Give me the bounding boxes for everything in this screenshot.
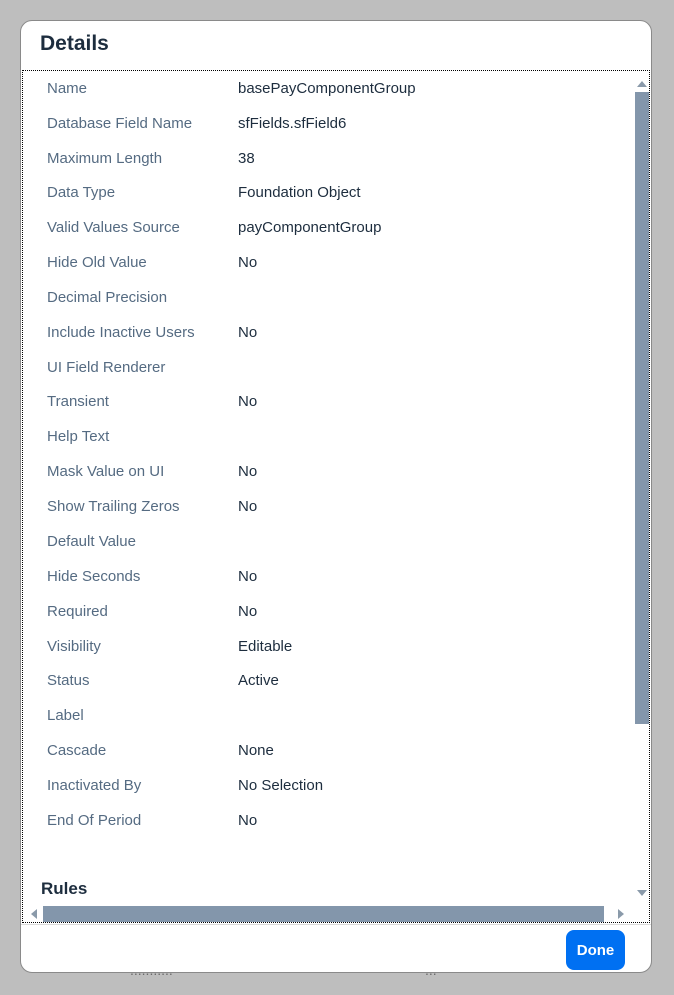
field-label: UI Field Renderer <box>47 359 166 376</box>
field-value: payComponentGroup <box>238 219 382 236</box>
field-value: No <box>238 498 258 515</box>
field-value: basePayComponentGroup <box>238 80 416 97</box>
dialog-header <box>21 21 651 71</box>
field-label: Include Inactive Users <box>47 324 195 341</box>
field-label: Show Trailing Zeros <box>47 498 180 515</box>
scroll-left-arrow-icon[interactable] <box>31 909 37 919</box>
dialog-footer <box>21 924 651 973</box>
field-value: Foundation Object <box>238 184 361 201</box>
field-row-show-trailing-zeros <box>23 489 623 524</box>
dialog-title: Details <box>40 32 109 55</box>
field-row-include-inactive-users <box>23 315 623 350</box>
horizontal-scroll-thumb[interactable] <box>43 906 604 922</box>
field-row-help-text <box>23 419 623 454</box>
field-label: Database Field Name <box>47 115 193 132</box>
field-value: No <box>238 393 258 410</box>
field-label: Label <box>47 707 84 724</box>
field-label: Data Type <box>47 184 116 201</box>
field-label: Hide Old Value <box>47 254 147 271</box>
field-row-end-of-period <box>23 803 623 838</box>
field-row-hide-seconds <box>23 559 623 594</box>
field-row-maximum-length <box>23 141 623 176</box>
scroll-right-arrow-icon[interactable] <box>618 909 624 919</box>
field-value: No <box>238 568 258 585</box>
field-value: No <box>238 254 258 271</box>
field-label: Hide Seconds <box>47 568 141 585</box>
field-row-status <box>23 663 623 698</box>
field-label: Valid Values Source <box>47 219 180 236</box>
field-row-database-field-name <box>23 106 623 141</box>
field-row-data-type <box>23 175 623 210</box>
field-row-cascade <box>23 733 623 768</box>
field-row-required <box>23 594 623 629</box>
field-label: Visibility <box>47 638 101 655</box>
field-label: Name <box>47 80 88 97</box>
vertical-scrollbar[interactable] <box>633 71 650 907</box>
rules-section-title: Rules <box>41 879 88 898</box>
field-label: Status <box>47 672 90 689</box>
field-value: No <box>238 463 258 480</box>
field-value: No <box>238 812 258 829</box>
field-row-inactivated-by <box>23 768 623 803</box>
field-row-visibility <box>23 629 623 664</box>
field-value: sfFields.sfField6 <box>238 115 347 132</box>
field-row-valid-values-source <box>23 210 623 245</box>
field-value: 38 <box>238 150 255 167</box>
field-label: Mask Value on UI <box>47 463 165 480</box>
field-value: Active <box>238 672 279 689</box>
field-label: Transient <box>47 393 109 410</box>
field-value: None <box>238 742 274 759</box>
field-label: Decimal Precision <box>47 289 168 306</box>
field-row-decimal-precision <box>23 280 623 315</box>
field-label: Help Text <box>47 428 110 445</box>
vertical-scroll-thumb[interactable] <box>635 92 650 724</box>
field-value: No <box>238 324 258 341</box>
field-row-default-value <box>23 524 623 559</box>
field-row-hide-old-value <box>23 245 623 280</box>
field-label: Cascade <box>47 742 107 759</box>
done-button[interactable]: Done <box>566 930 625 970</box>
field-row-label <box>23 698 623 733</box>
dialog-content[interactable] <box>22 70 650 923</box>
scroll-down-arrow-icon[interactable] <box>637 890 647 896</box>
field-label: Inactivated By <box>47 777 142 794</box>
horizontal-scrollbar[interactable] <box>23 905 633 923</box>
field-value: No Selection <box>238 777 324 794</box>
field-value: No <box>238 603 258 620</box>
field-label: Required <box>47 603 108 620</box>
field-row-transient <box>23 384 623 419</box>
field-row-mask-value-on-ui <box>23 454 623 489</box>
field-label: Default Value <box>47 533 136 550</box>
field-row-ui-field-renderer <box>23 350 623 385</box>
details-dialog <box>20 20 652 973</box>
field-label: Maximum Length <box>47 150 163 167</box>
scroll-up-arrow-icon[interactable] <box>637 81 647 87</box>
field-value: Editable <box>238 638 293 655</box>
field-label: End Of Period <box>47 812 142 829</box>
field-row-name <box>23 71 623 106</box>
